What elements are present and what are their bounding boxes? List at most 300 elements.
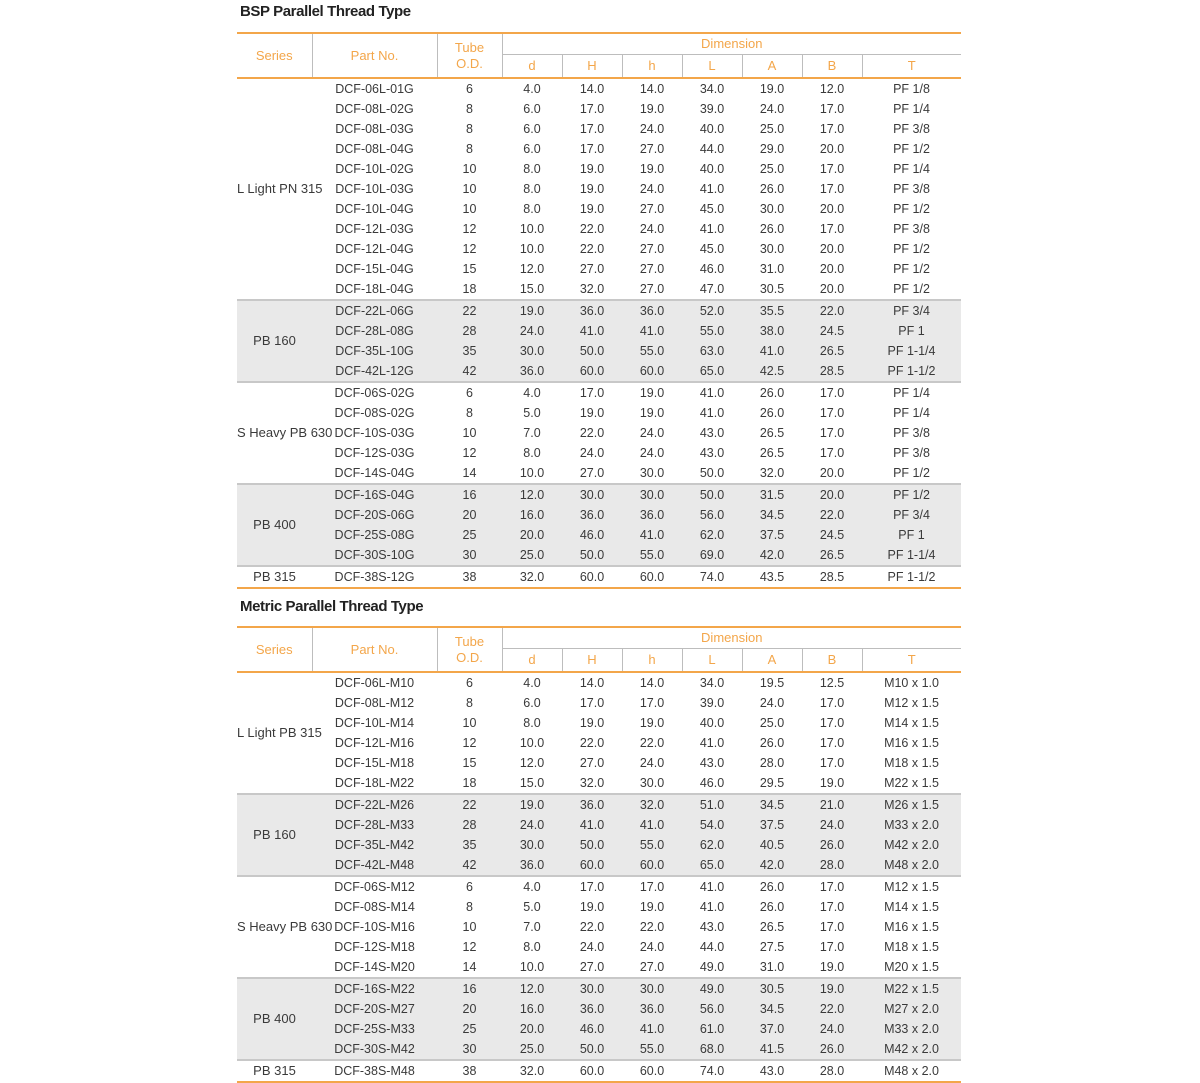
h-cell: 14.0	[639, 676, 665, 690]
dim-t-upper-cell: PF 1-1/4	[862, 545, 961, 566]
dim-b-upper-cell: 24.5	[802, 321, 862, 341]
dim-t-upper-cell: PF 3/8	[893, 446, 930, 460]
part-no-header: Part No.	[312, 33, 437, 78]
h-cell: 27.0	[639, 960, 665, 974]
dim-t-upper-cell: PF 1/8	[893, 82, 930, 96]
dim-l-upper-cell: 41.0	[699, 900, 725, 914]
series-header: Series	[237, 33, 312, 78]
dim-a-upper-cell: 42.5	[742, 361, 802, 382]
dim-t-upper-cell: PF 1/4	[893, 406, 930, 420]
table-row	[237, 876, 961, 897]
tube-od-cell: 20	[437, 505, 502, 525]
table-row	[237, 341, 961, 361]
h-cell: 55.0	[622, 1039, 682, 1060]
part-no-cell: DCF-25S-M33	[312, 1019, 437, 1039]
dim-t-upper-cell: M14 x 1.5	[884, 900, 939, 914]
dim-h-upper-cell: 46.0	[562, 525, 622, 545]
tube-od-header: Tube O.D.	[437, 627, 502, 672]
tube-od-cell: 18	[462, 282, 477, 296]
dim-h-upper-cell: 60.0	[562, 855, 622, 876]
table-row	[237, 78, 961, 99]
dim-l-upper-cell: 40.0	[699, 716, 725, 730]
h-cell: 27.0	[639, 202, 665, 216]
tube-od-cell: 25	[437, 525, 502, 545]
dim-t-upper-cell: PF 1-1/2	[862, 361, 961, 382]
dim-t-upper-cell: PF 3/4	[862, 505, 961, 525]
d-cell: 32.0	[502, 566, 562, 588]
dim-t-upper-cell: PF 3/8	[893, 222, 930, 236]
d-cell: 20.0	[502, 525, 562, 545]
d-cell: 16.0	[502, 999, 562, 1019]
h-cell: 30.0	[622, 484, 682, 505]
dim-l-upper-cell: 43.0	[699, 446, 725, 460]
d-cell: 36.0	[502, 361, 562, 382]
dim-t-upper-cell: PF 1/2	[893, 466, 930, 480]
dim-h-upper-cell: 19.0	[579, 900, 605, 914]
table-row	[237, 937, 961, 957]
dim-b-upper-cell: 17.0	[819, 446, 845, 460]
tube-od-cell: 38	[437, 566, 502, 588]
dim-b-upper-cell: 17.0	[819, 426, 845, 440]
dim-a-upper-cell: 26.0	[742, 382, 802, 403]
dim-b-upper-cell: 20.0	[819, 282, 845, 296]
table-row	[237, 99, 961, 119]
dim-b-upper-cell: 20.0	[802, 484, 862, 505]
part-no-cell: DCF-08L-04G	[335, 142, 414, 156]
dim-l-upper-cell: 69.0	[682, 545, 742, 566]
part-no-cell: DCF-10L-M14	[334, 716, 415, 730]
dim-b-upper-cell: 17.0	[819, 162, 845, 176]
part-no-cell: DCF-08S-02G	[334, 406, 415, 420]
dim-a-upper-cell: 31.0	[759, 960, 785, 974]
dim-a-upper-cell: 27.5	[759, 940, 785, 954]
d-cell: 10.0	[519, 960, 545, 974]
dim-h-upper-cell: 36.0	[562, 505, 622, 525]
part-no-cell: DCF-16S-04G	[312, 484, 437, 505]
dim-b-upper-cell: 19.0	[819, 960, 845, 974]
dim-a-upper-cell: 24.0	[759, 696, 785, 710]
dim-a-upper-cell: 26.5	[759, 426, 785, 440]
dim-col-header-h: H	[562, 649, 622, 673]
dim-l-upper-cell: 50.0	[699, 466, 725, 480]
h-cell: 55.0	[622, 341, 682, 361]
tube-od-cell: 8	[466, 102, 473, 116]
h-cell: 19.0	[622, 382, 682, 403]
dim-a-upper-cell: 35.5	[742, 300, 802, 321]
dim-t-upper-cell: M20 x 1.5	[884, 960, 939, 974]
header-row	[237, 627, 961, 649]
dim-t-upper-cell: M18 x 1.5	[884, 940, 939, 954]
d-cell: 15.0	[519, 776, 545, 790]
dim-t-upper-cell: PF 3/8	[893, 122, 930, 136]
dim-l-upper-cell: 52.0	[682, 300, 742, 321]
d-cell: 12.0	[519, 756, 545, 770]
dim-col-header-l: L	[682, 55, 742, 79]
dim-a-upper-cell: 31.5	[742, 484, 802, 505]
part-no-header: Part No.	[312, 627, 437, 672]
dim-a-upper-cell: 28.0	[759, 756, 785, 770]
tube-od-cell: 22	[437, 300, 502, 321]
h-cell: 19.0	[639, 900, 665, 914]
dim-t-upper-cell: M14 x 1.5	[884, 716, 939, 730]
table-row	[237, 382, 961, 403]
h-cell: 22.0	[639, 736, 665, 750]
part-no-cell: DCF-12S-M18	[334, 940, 415, 954]
table-row	[237, 1019, 961, 1039]
dim-l-upper-cell: 43.0	[699, 920, 725, 934]
part-no-cell: DCF-28L-08G	[312, 321, 437, 341]
dim-col-header-h: h	[622, 649, 682, 673]
tube-od-cell: 30	[437, 1039, 502, 1060]
dim-t-upper-cell: M42 x 2.0	[862, 835, 961, 855]
series-cell: PB 400	[237, 484, 312, 566]
dim-l-upper-cell: 62.0	[682, 835, 742, 855]
tube-od-cell: 42	[437, 855, 502, 876]
dim-t-upper-cell: M12 x 1.5	[862, 876, 961, 897]
tube-od-cell: 10	[462, 182, 477, 196]
dim-l-upper-cell: 39.0	[699, 102, 725, 116]
dim-b-upper-cell: 26.0	[802, 835, 862, 855]
dim-l-upper-cell: 44.0	[699, 142, 725, 156]
dim-l-upper-cell: 61.0	[682, 1019, 742, 1039]
h-cell: 60.0	[622, 566, 682, 588]
dim-a-upper-cell: 37.5	[742, 525, 802, 545]
section-title-metric: Metric Parallel Thread Type	[240, 598, 424, 615]
dim-h-upper-cell: 60.0	[562, 361, 622, 382]
table-row	[237, 1039, 961, 1060]
dim-t-upper-cell: PF 1/2	[893, 242, 930, 256]
tube-od-cell: 30	[437, 545, 502, 566]
table-row	[237, 693, 961, 713]
table-row	[237, 1060, 961, 1082]
dim-a-upper-cell: 25.0	[759, 122, 785, 136]
part-no-cell: DCF-08S-M14	[334, 900, 415, 914]
table-row	[237, 259, 961, 279]
dim-b-upper-cell: 20.0	[819, 242, 845, 256]
dim-h-upper-cell: 46.0	[562, 1019, 622, 1039]
d-cell: 8.0	[523, 202, 541, 216]
dim-t-upper-cell: M33 x 2.0	[862, 815, 961, 835]
h-cell: 41.0	[622, 525, 682, 545]
table-row	[237, 773, 961, 794]
series-cell: PB 315	[237, 566, 312, 588]
dim-h-upper-cell: 19.0	[579, 162, 605, 176]
dim-h-upper-cell: 14.0	[579, 676, 605, 690]
d-cell: 10.0	[519, 736, 545, 750]
dim-b-upper-cell: 20.0	[819, 262, 845, 276]
table-row	[237, 897, 961, 917]
dim-t-upper-cell: PF 3/4	[862, 300, 961, 321]
dim-l-upper-cell: 68.0	[682, 1039, 742, 1060]
part-no-cell: DCF-12L-M16	[334, 736, 415, 750]
dim-b-upper-cell: 17.0	[802, 876, 862, 897]
d-cell: 5.0	[523, 406, 541, 420]
table-row	[237, 159, 961, 179]
tube-od-cell: 15	[462, 262, 477, 276]
h-cell: 19.0	[639, 102, 665, 116]
tube-od-cell: 10	[462, 920, 477, 934]
series-cell: S Heavy PB 630	[237, 382, 312, 484]
dim-b-upper-cell: 17.0	[819, 756, 845, 770]
dim-h-upper-cell: 27.0	[579, 960, 605, 974]
dim-t-upper-cell: PF 1-1/2	[862, 566, 961, 588]
tube-od-cell: 10	[462, 426, 477, 440]
tube-od-cell: 10	[462, 202, 477, 216]
dim-l-upper-cell: 63.0	[682, 341, 742, 361]
part-no-cell: DCF-08L-03G	[335, 122, 414, 136]
d-cell: 4.0	[502, 382, 562, 403]
dim-t-upper-cell: PF 1-1/4	[862, 341, 961, 361]
dim-a-upper-cell: 41.0	[742, 341, 802, 361]
dim-l-upper-cell: 41.0	[699, 736, 725, 750]
dim-l-upper-cell: 40.0	[699, 162, 725, 176]
dim-a-upper-cell: 31.0	[759, 262, 785, 276]
d-cell: 24.0	[502, 815, 562, 835]
dim-a-upper-cell: 26.0	[759, 736, 785, 750]
dim-b-upper-cell: 26.0	[802, 1039, 862, 1060]
h-cell: 22.0	[639, 920, 665, 934]
dim-l-upper-cell: 41.0	[682, 382, 742, 403]
d-cell: 20.0	[502, 1019, 562, 1039]
d-cell: 6.0	[523, 122, 541, 136]
dim-t-upper-cell: PF 1/2	[893, 262, 930, 276]
tube-od-cell: 12	[462, 242, 477, 256]
dim-a-upper-cell: 41.5	[742, 1039, 802, 1060]
dim-b-upper-cell: 28.5	[802, 566, 862, 588]
dim-h-upper-cell: 36.0	[562, 999, 622, 1019]
dim-a-upper-cell: 43.0	[742, 1060, 802, 1082]
table-row	[237, 753, 961, 773]
dim-col-header-a: A	[742, 649, 802, 673]
h-cell: 55.0	[622, 545, 682, 566]
dim-b-upper-cell: 17.0	[819, 716, 845, 730]
dim-t-upper-cell: M42 x 2.0	[862, 1039, 961, 1060]
dim-h-upper-cell: 22.0	[579, 736, 605, 750]
part-no-cell: DCF-22L-M26	[312, 794, 437, 815]
dim-col-header-t: T	[862, 649, 961, 673]
tube-od-cell: 42	[437, 361, 502, 382]
dim-a-upper-cell: 32.0	[759, 466, 785, 480]
dim-b-upper-cell: 19.0	[802, 978, 862, 999]
dim-t-upper-cell: M16 x 1.5	[884, 736, 939, 750]
h-cell: 19.0	[639, 406, 665, 420]
part-no-cell: DCF-18L-M22	[334, 776, 415, 790]
dim-t-upper-cell: PF 1/2	[893, 282, 930, 296]
dim-l-upper-cell: 34.0	[699, 82, 725, 96]
h-cell: 41.0	[622, 1019, 682, 1039]
dim-h-upper-cell: 27.0	[579, 466, 605, 480]
tube-od-cell: 12	[462, 222, 477, 236]
part-no-cell: DCF-28L-M33	[312, 815, 437, 835]
dim-col-header-l: L	[682, 649, 742, 673]
dim-b-upper-cell: 22.0	[802, 300, 862, 321]
dim-b-upper-cell: 12.0	[819, 82, 845, 96]
dim-l-upper-cell: 41.0	[699, 406, 725, 420]
dim-a-upper-cell: 26.0	[742, 876, 802, 897]
table-row	[237, 978, 961, 999]
series-cell: PB 315	[237, 1060, 312, 1082]
dim-a-upper-cell: 37.0	[742, 1019, 802, 1039]
h-cell: 60.0	[622, 855, 682, 876]
dim-col-header-t: T	[862, 55, 961, 79]
dim-b-upper-cell: 24.0	[802, 815, 862, 835]
part-no-cell: DCF-38S-M48	[312, 1060, 437, 1082]
d-cell: 4.0	[523, 676, 541, 690]
dim-b-upper-cell: 24.5	[802, 525, 862, 545]
d-cell: 36.0	[502, 855, 562, 876]
table-row	[237, 179, 961, 199]
tube-od-cell: 28	[437, 815, 502, 835]
d-cell: 10.0	[519, 466, 545, 480]
dim-l-upper-cell: 54.0	[682, 815, 742, 835]
dim-h-upper-cell: 19.0	[579, 716, 605, 730]
d-cell: 12.0	[502, 484, 562, 505]
table-row	[237, 835, 961, 855]
dim-t-upper-cell: PF 3/8	[893, 182, 930, 196]
dim-h-upper-cell: 50.0	[562, 835, 622, 855]
dim-l-upper-cell: 65.0	[682, 855, 742, 876]
dim-b-upper-cell: 17.0	[819, 940, 845, 954]
section-title-bsp: BSP Parallel Thread Type	[240, 3, 411, 20]
tube-od-cell: 8	[466, 696, 473, 710]
part-no-cell: DCF-38S-12G	[312, 566, 437, 588]
dim-l-upper-cell: 40.0	[699, 122, 725, 136]
d-cell: 6.0	[523, 102, 541, 116]
part-no-cell: DCF-12S-03G	[334, 446, 415, 460]
d-cell: 8.0	[523, 446, 541, 460]
dim-t-upper-cell: PF 1/4	[862, 382, 961, 403]
table-row	[237, 957, 961, 978]
part-no-cell: DCF-12L-04G	[335, 242, 414, 256]
table-row	[237, 545, 961, 566]
tube-od-cell: 12	[462, 736, 477, 750]
part-no-cell: DCF-06S-M12	[312, 876, 437, 897]
part-no-cell: DCF-30S-M42	[312, 1039, 437, 1060]
tube-od-header: Tube O.D.	[437, 33, 502, 78]
series-cell: PB 160	[237, 300, 312, 382]
dim-col-header-b: B	[802, 649, 862, 673]
dim-t-upper-cell: PF 1/2	[893, 202, 930, 216]
dim-t-upper-cell: M18 x 1.5	[884, 756, 939, 770]
part-no-cell: DCF-10L-02G	[335, 162, 414, 176]
dim-b-upper-cell: 17.0	[819, 900, 845, 914]
dim-h-upper-cell: 22.0	[579, 222, 605, 236]
series-cell: S Heavy PB 630	[237, 876, 312, 978]
h-cell: 17.0	[622, 876, 682, 897]
dim-l-upper-cell: 41.0	[699, 182, 725, 196]
part-no-cell: DCF-06S-02G	[312, 382, 437, 403]
d-cell: 7.0	[523, 920, 541, 934]
dim-a-upper-cell: 42.0	[742, 855, 802, 876]
table-row	[237, 794, 961, 815]
dim-a-upper-cell: 26.0	[759, 222, 785, 236]
h-cell: 30.0	[639, 466, 665, 480]
h-cell: 36.0	[622, 300, 682, 321]
d-cell: 8.0	[523, 162, 541, 176]
dim-h-upper-cell: 22.0	[579, 426, 605, 440]
h-cell: 24.0	[639, 222, 665, 236]
table-row	[237, 300, 961, 321]
dim-col-header-b: B	[802, 55, 862, 79]
dim-l-upper-cell: 46.0	[699, 262, 725, 276]
table-row	[237, 239, 961, 259]
dim-h-upper-cell: 19.0	[579, 406, 605, 420]
d-cell: 5.0	[523, 900, 541, 914]
d-cell: 15.0	[519, 282, 545, 296]
h-cell: 36.0	[622, 505, 682, 525]
table-row	[237, 199, 961, 219]
dim-h-upper-cell: 17.0	[579, 696, 605, 710]
dim-b-upper-cell: 17.0	[819, 696, 845, 710]
dim-b-upper-cell: 20.0	[819, 142, 845, 156]
dim-b-upper-cell: 17.0	[802, 382, 862, 403]
dim-a-upper-cell: 19.5	[759, 676, 785, 690]
d-cell: 4.0	[523, 82, 541, 96]
table-row	[237, 713, 961, 733]
dim-h-upper-cell: 27.0	[579, 262, 605, 276]
dim-h-upper-cell: 30.0	[562, 978, 622, 999]
dim-t-upper-cell: M16 x 1.5	[884, 920, 939, 934]
tube-od-cell: 16	[437, 978, 502, 999]
table-row	[237, 855, 961, 876]
h-cell: 19.0	[639, 716, 665, 730]
part-no-cell: DCF-22L-06G	[312, 300, 437, 321]
h-cell: 17.0	[639, 696, 665, 710]
dim-l-upper-cell: 34.0	[699, 676, 725, 690]
table-row	[237, 672, 961, 693]
h-cell: 24.0	[639, 940, 665, 954]
dim-a-upper-cell: 30.0	[759, 202, 785, 216]
dim-l-upper-cell: 74.0	[682, 566, 742, 588]
dim-b-upper-cell: 22.0	[802, 505, 862, 525]
dim-h-upper-cell: 30.0	[562, 484, 622, 505]
dim-b-upper-cell: 20.0	[819, 202, 845, 216]
h-cell: 24.0	[639, 446, 665, 460]
tube-od-cell: 15	[462, 756, 477, 770]
dim-t-upper-cell: PF 1/2	[862, 484, 961, 505]
part-no-cell: DCF-14S-04G	[334, 466, 415, 480]
dim-l-upper-cell: 49.0	[699, 960, 725, 974]
table-row	[237, 119, 961, 139]
dim-h-upper-cell: 22.0	[579, 242, 605, 256]
dim-h-upper-cell: 17.0	[579, 142, 605, 156]
dim-a-upper-cell: 42.0	[742, 545, 802, 566]
dim-h-upper-cell: 36.0	[562, 794, 622, 815]
series-cell: PB 400	[237, 978, 312, 1060]
dim-t-upper-cell: M27 x 2.0	[862, 999, 961, 1019]
h-cell: 41.0	[622, 815, 682, 835]
dim-a-upper-cell: 34.5	[742, 794, 802, 815]
h-cell: 30.0	[639, 776, 665, 790]
dim-l-upper-cell: 44.0	[699, 940, 725, 954]
dim-h-upper-cell: 27.0	[579, 756, 605, 770]
h-cell: 24.0	[639, 182, 665, 196]
dim-t-upper-cell: PF 1/2	[893, 142, 930, 156]
tube-od-cell: 35	[437, 341, 502, 361]
tube-od-cell: 25	[437, 1019, 502, 1039]
h-cell: 36.0	[622, 999, 682, 1019]
dim-b-upper-cell: 12.5	[819, 676, 845, 690]
dim-a-upper-cell: 40.5	[742, 835, 802, 855]
dim-a-upper-cell: 30.5	[759, 282, 785, 296]
dim-l-upper-cell: 47.0	[699, 282, 725, 296]
dim-l-upper-cell: 41.0	[682, 876, 742, 897]
d-cell: 19.0	[502, 794, 562, 815]
dim-l-upper-cell: 46.0	[699, 776, 725, 790]
tube-od-cell: 22	[437, 794, 502, 815]
dim-l-upper-cell: 50.0	[682, 484, 742, 505]
h-cell: 55.0	[622, 835, 682, 855]
